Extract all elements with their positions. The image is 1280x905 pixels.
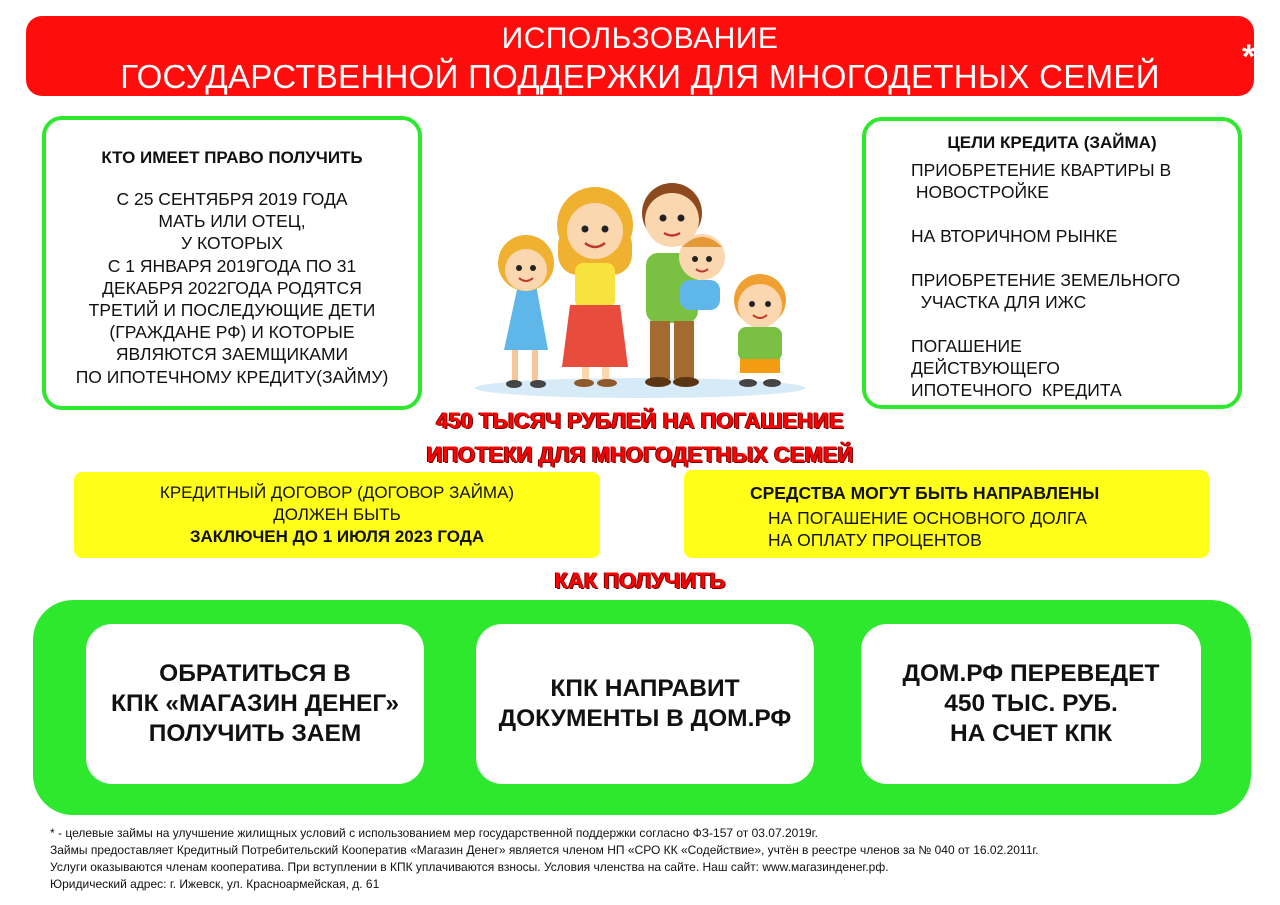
loan-goals-title: ЦЕЛИ КРЕДИТА (ЗАЙМА)	[947, 133, 1157, 152]
eligibility-line: С 25 СЕНТЯБРЯ 2019 ГОДА	[116, 189, 348, 209]
goal-item: ПОГАШЕНИЕ ДЕЙСТВУЮЩЕГО ИПОТЕЧНОГО КРЕДИТА	[911, 336, 1122, 400]
headline-line-2: ИПОТЕКИ ДЛЯ МНОГОДЕТНЫХ СЕМЕЙ	[426, 442, 854, 467]
title-banner	[26, 16, 1254, 96]
eligibility-line: У КОТОРЫХ	[181, 233, 283, 254]
step-card	[861, 624, 1201, 784]
step-text: 450 ТЫС. РУБ.	[944, 690, 1118, 717]
step-text: ПОЛУЧИТЬ ЗАЕМ	[148, 720, 362, 747]
credit-contract-box	[74, 472, 600, 558]
funds-item: НА ОПЛАТУ ПРОЦЕНТОВ	[768, 530, 982, 550]
girl-figure	[498, 235, 554, 388]
funds-usage-box	[684, 470, 1209, 558]
goal-item: НА ВТОРИЧНОМ РЫНКЕ	[911, 226, 1118, 246]
eligibility-line: ПО ИПОТЕЧНОМУ КРЕДИТУ(ЗАЙМУ)	[75, 366, 389, 387]
eligibility-line: ЯВЛЯЮТСЯ ЗАЕМЩИКАМИ	[115, 344, 349, 365]
goal-item: ПРИОБРЕТЕНИЕ ЗЕМЕЛЬНОГО УЧАСТКА ДЛЯ ИЖС	[911, 270, 1181, 312]
funds-item: НА ПОГАШЕНИЕ ОСНОВНОГО ДОЛГА	[768, 508, 1087, 528]
eligibility-line: (ГРАЖДАНЕ РФ) И КОТОРЫЕ	[109, 322, 355, 343]
step-text: ДОКУМЕНТЫ В ДОМ.РФ	[498, 705, 792, 732]
headline-line-1: 450 ТЫСЯЧ РУБЛЕЙ НА ПОГАШЕНИЕ	[436, 408, 844, 433]
how-to-get-panel	[33, 600, 1251, 815]
step-text: КПК «МАГАЗИН ДЕНЕГ»	[111, 690, 399, 717]
family-illustration	[470, 175, 810, 400]
eligibility-line: С 1 ЯНВАРЯ 2019ГОДА ПО 31	[107, 255, 357, 276]
eligibility-line: ДЕКАБРЯ 2022ГОДА РОДЯТСЯ	[102, 277, 362, 298]
footnote-line: Услуги оказываются членам кооператива. При вступлении в КПК уплачиваются взносы. Условия членства на сайте. Наш сайт: www.магазинденег.рф.	[50, 860, 889, 874]
footnote-line: Займы предоставляет Кредитный Потребительский Кооператив «Магазин Денег» является членом НП «СРО КК «Содействие», учтён в реестре членов за № 040 от 16.02.2011г.	[50, 843, 1039, 857]
title-line-1: ИСПОЛЬЗОВАНИЕ	[501, 22, 779, 55]
funds-title: СРЕДСТВА МОГУТ БЫТЬ НАПРАВЛЕНЫ	[750, 483, 1100, 503]
title-asterisk: *	[1242, 38, 1256, 76]
credit-deadline: ЗАКЛЮЧЕН ДО 1 ИЮЛЯ 2023 ГОДА	[189, 527, 485, 546]
eligibility-text	[46, 188, 418, 388]
credit-line-2: ДОЛЖЕН БЫТЬ	[273, 505, 401, 524]
step-text: ОБРАТИТЬСЯ В	[159, 660, 351, 687]
eligibility-title: КТО ИМЕЕТ ПРАВО ПОЛУЧИТЬ	[101, 148, 363, 167]
boy-figure	[734, 274, 786, 387]
father-figure	[642, 183, 725, 387]
eligibility-box	[42, 116, 422, 410]
footnote-line: * - целевые займы на улучшение жилищных условий с использованием мер государственной поддержки согласно ФЗ-157 от 03.07.2019г.	[50, 826, 818, 840]
step-card	[476, 624, 814, 784]
credit-line-1: КРЕДИТНЫЙ ДОГОВОР (ДОГОВОР ЗАЙМА)	[159, 483, 515, 502]
step-card	[86, 624, 424, 784]
step-text: КПК НАПРАВИТ	[550, 675, 740, 702]
loan-goals-box	[862, 117, 1242, 409]
eligibility-line: МАТЬ ИЛИ ОТЕЦ,	[158, 211, 306, 232]
mother-figure	[557, 187, 633, 387]
step-text: НА СЧЕТ КПК	[949, 720, 1113, 747]
goal-item: ПРИОБРЕТЕНИЕ КВАРТИРЫ В НОВОСТРОЙКЕ	[911, 160, 1172, 202]
eligibility-line: ТРЕТИЙ И ПОСЛЕДУЮЩИЕ ДЕТИ	[88, 300, 376, 321]
how-to-get-title: КАК ПОЛУЧИТЬ	[554, 568, 726, 593]
title-line-2: ГОСУДАРСТВЕННОЙ ПОДДЕРЖКИ ДЛЯ МНОГОДЕТНЫХ СЕМЕЙ	[120, 58, 1160, 95]
step-text: ДОМ.РФ ПЕРЕВЕДЕТ	[902, 660, 1160, 687]
footnote-line: Юридический адрес: г. Ижевск, ул. Красноармейская, д. 61	[50, 877, 380, 891]
